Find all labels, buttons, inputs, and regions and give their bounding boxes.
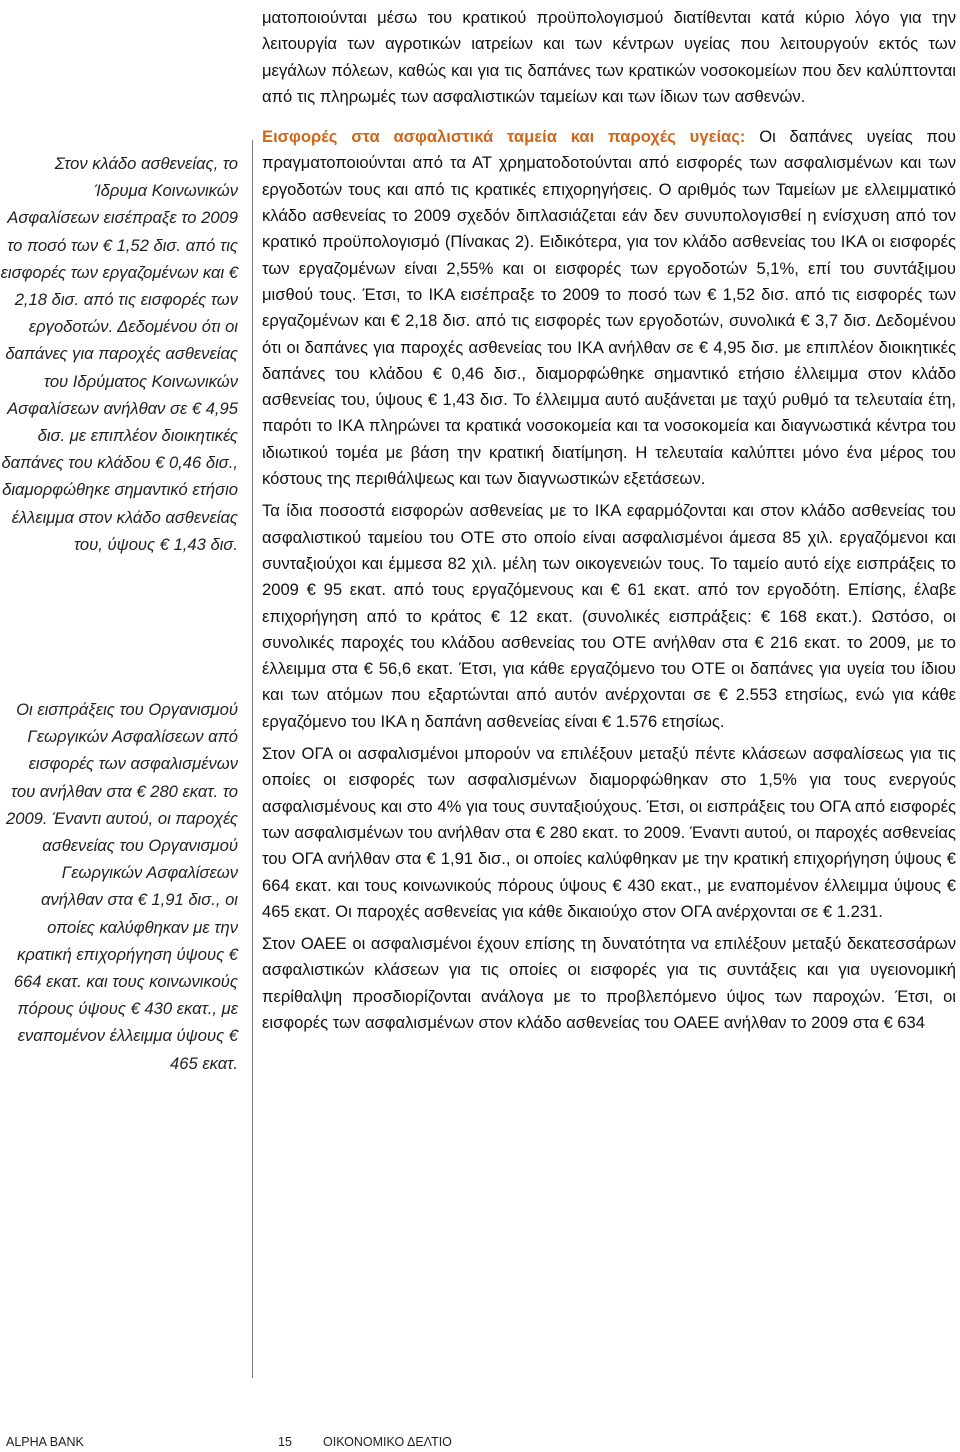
paragraph-ote: Τα ίδια ποσοστά εισφορών ασθενείας με το ΙΚΑ εφαρμόζονται και στον κλάδο ασθενείας του ασφαλιστικού ταμείου του ΟΤΕ στο οποίο είναι ασφαλισμένοι άμεσα 85 χιλ. εργαζόμενοι και συνταξιούχοι και έμμεσα 82 χιλ. μέλη των οικογενειών τους. Το ταμείο αυτό είχε εισπράξεις το 2009 € 95 εκατ. από τους εργαζόμενους και € 61 εκατ. από τον εργοδότη. Επίσης, έλαβε επιχορήγηση από το κράτος € 12 εκατ. (συνολικές εισπράξεις: € 168 εκατ.). Ωστόσο, οι συνολικές παροχές του κλάδου ασθενείας του ΟΤΕ ανήλθαν στα € 216 εκατ. το 2009, με το έλλειμμα στα € 56,6 εκατ. Έτσι, για κάθε εργαζόμενο του ΟΤΕ οι δαπάνες για υγεία του ίδιου και των ατόμων που εξαρτώνται από αυτόν ανέρχονται σε € 2.553 ετησίως, ενώ για κάθε εργαζόμενο του ΙΚΑ η δαπάνη ασθενείας είναι € 1.576 ετησίως. [262,501,956,731]
margin-note-ika: Στον κλάδο ασθενείας, το Ίδρυμα Κοινωνικών Ασφαλίσεων εισέπραξε το 2009 το ποσό των € 1,52 δισ. από τις εισφορές των εργαζομένων και € 2,18 δισ. από τις εισφορές των εργοδοτών. Δεδομένου ότι οι δαπάνες για παροχές ασθενείας του Ιδρύματος Κοινωνικών Ασφαλίσεων ανήλθαν σε € 4,95 δισ. με επιπλέον διοικητικές δαπάνες του κλάδου € 0,46 δισ., διαμορφώθηκε σημαντικό ετήσιο έλλειμμα στον κλάδο ασθενείας του, ύψους € 1,43 δισ. [0,154,238,554]
margin-note-oga: Οι εισπράξεις του Οργανισμού Γεωργικών Ασφαλίσεων από εισφορές των ασφαλισμένων του ανήλθαν στα € 280 εκατ. το 2009. Έναντι αυτού, οι παροχές ασθενείας του Οργανισμού Γεωργικών Ασφαλίσεων ανήλθαν στα € 1,91 δισ., οι οποίες καλύφθηκαν με την κρατική επιχορήγηση ύψους € 664 εκατ. και τους κοινωνικούς πόρους ύψους € 430 εκατ., με εναπομένον έλλειμμα ύψους € 465 εκατ. [5,700,238,1073]
paragraph-contributions [262,124,956,492]
paragraph-lead-heading: Εισφορές στα ασφαλιστικά ταμεία και παροχές υγείας: [262,127,746,147]
paragraph-contributions-body: Οι δαπάνες υγείας που πραγματοποιούνται από τα ΑΤ χρηματοδοτούνται από εισφορές των ασφαλισμένων και των εργοδοτών τους και από τις κρατικές επιχορηγήσεις. Ο αριθμός των Ταμείων με ελλειμματικό κλάδο ασθενείας το 2009 σχεδόν διπλασιάζεται εάν δεν συνυπολογισθεί η ενίσχυση από τον κρατικό προϋπολογισμό (Πίνακας 2). Ειδικότερα, για τον κλάδο ασθενείας του ΙΚΑ οι εισφορές των εργαζομένων είναι 2,55% και οι εισφορές των εργοδοτών 5,1%, επί του συντάξιμου μισθού τους. Έτσι, το ΙΚΑ εισέπραξε το 2009 το ποσό των € 1,52 δισ. από τις εισφορές των εργαζομένων και € 2,18 δισ. από τις εισφορές των εργοδοτών, συνολικά € 3,7 δισ. Δεδομένου ότι οι δαπάνες για παροχές ασθενείας του ΙΚΑ ανήλθαν σε € 4,95 δισ. με επιπλέον διοικητικές δαπάνες του κλάδου € 0,46 δισ., διαμορφώθηκε σημαντικό ετήσιο έλλειμμα στον κλάδο ασθενείας του, ύψους € 1,43 δισ. Το έλλειμμα αυτό αυξάνεται με ταχύ ρυθμό τα τελευταία έτη, παρότι το ΙΚΑ πληρώνει τα κρατικά νοσοκομεία και τα νοσοκομεία και διαγνωστικά κέντρα του ιδιωτικού τομέα με βάση την κρατική διατίμηση. Η τελευταία καλύπτει μόνο ένα μέρος του κόστους της περιθάλψεως και των διαγνωστικών εξετάσεων. [262,127,956,489]
column-divider [252,140,253,1378]
footer-brand: ALPHA BANK [6,1435,84,1449]
page-footer [0,1433,960,1452]
margin-notes [0,150,238,1077]
paragraph-continuation: ματοποιούνται μέσω του κρατικού προϋπολογισμού διατίθενται κατά κύριο λόγο για την λειτουργία των αγροτικών ιατρείων και των κέντρων υγείας που λειτουργούν εκτός των μεγάλων πόλεων, καθώς και για τις δαπάνες των κρατικών νοσοκομείων που δεν καλύπτονται από τις πληρωμές των ασφαλιστικών ταμείων και των ίδιων των ασθενών. [262,8,956,106]
footer-publication-title: ΟΙΚΟΝΟΜΙΚΟ ΔΕΛΤΙΟ [323,1435,452,1449]
paragraph-oga: Στον ΟΓΑ οι ασφαλισμένοι μπορούν να επιλέξουν μεταξύ πέντε κλάσεων ασφαλίσεως για τις οποίες οι εισφορές των ασφαλισμένων διαμορφώθηκαν στο 1,5% για τους ενεργούς ασφαλισμένους και στο 4% για τους συνταξιούχους. Έτσι, οι εισπράξεις του ΟΓΑ από εισφορές των ασφαλισμένων του ανήλθαν στα € 280 εκατ. το 2009. Έναντι αυτού, οι παροχές ασθενείας του ΟΓΑ ανήλθαν στα € 1,91 δισ., οι οποίες καλύφθηκαν με την κρατική επιχορήγηση ύψους € 664 εκατ. και τους κοινωνικούς πόρους ύψους € 430 εκατ., με εναπομένον έλλειμμα ύψους € 465 εκατ. Οι παροχές ασθενείας για κάθε δικαιούχο στον ΟΓΑ ανέρχονται σε € 1.231. [262,744,956,921]
paragraph-oaee: Στον ΟΑΕΕ οι ασφαλισμένοι έχουν επίσης τη δυνατότητα να επιλέξουν μεταξύ δεκατεσσάρων ασφαλιστικών κλάσεων για τις οποίες οι εισφορές για τις συντάξεις και για υγειονομική περίθαλψη προσδιορίζονται ανάλογα με το προβλεπόμενο ύψος των παροχών. Έτσι, οι εισφορές των ασφαλισμένων στον κλάδο ασθενείας του ΟΑΕΕ ανήλθαν το 2009 στα € 634 [262,934,956,1032]
main-column [262,0,956,1042]
footer-page-number: 15 [278,1435,292,1449]
